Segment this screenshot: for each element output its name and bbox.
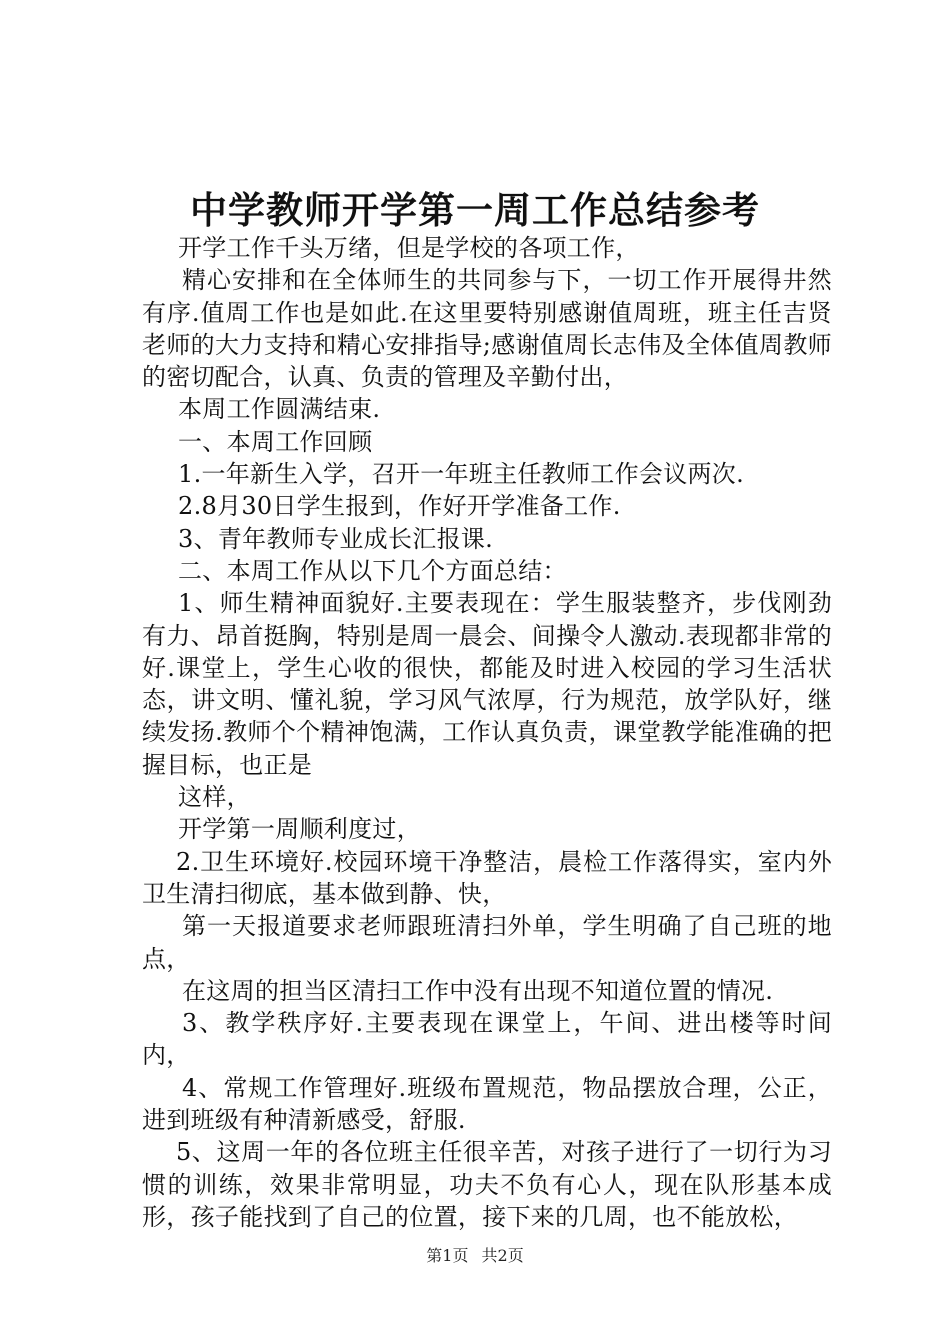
paragraph: 精心安排和在全体师生的共同参与下，一切工作开展得井然有序.值周工作也是如此.在这里要特别感谢值周班，班主任吉贤老师的大力支持和精心安排指导;感谢值周长志伟及全体值周教师的密切配合，认真、负责的管理及辛勤付出， — [142, 266, 832, 392]
list-item: 2.卫生环境好.校园环境干净整洁，晨检工作落得实，室内外卫生清扫彻底，基本做到静、快， — [142, 847, 832, 908]
page-footer — [0, 1244, 950, 1268]
paragraph: 开学第一周顺利度过， — [178, 815, 421, 844]
list-item: 4、常规工作管理好.班级布置规范，物品摆放合理，公正，进到班级有种清新感受，舒服. — [142, 1073, 832, 1135]
paragraph: 本周工作圆满结束. — [178, 395, 381, 424]
document-body — [142, 232, 832, 1233]
section-heading: 一、本周工作回顾 — [178, 427, 373, 456]
section-heading: 二、本周工作从以下几个方面总结： — [178, 556, 567, 585]
paragraph: 第一天报道要求老师跟班清扫外单，学生明确了自己班的地点， — [142, 912, 832, 973]
document-title: 中学教师开学第一周工作总结参考 — [190, 188, 760, 232]
paragraph: 这样， — [178, 783, 251, 812]
page-number: 第1页 — [426, 1246, 469, 1265]
list-item: 5、这周一年的各位班主任很辛苦，对孩子进行了一切行为习惯的训练，效果非常明显，功夫不负有心人，现在队形基本成形，孩子能找到了自己的位置，接下来的几周，也不能放松， — [142, 1138, 832, 1231]
list-item: 1、师生精神面貌好.主要表现在：学生服装整齐，步伐刚劲有力、昂首挺胸，特别是周一晨会、间操令人激动.表现都非常的好.课堂上，学生心收的很快，都能及时进入校园的学习生活状态，讲文明、懂礼貌，学习风气浓厚，行为规范，放学队好，继续发扬.教师个个精神饱满，工作认真负责，课堂教学能准确的把握目标，也正是 — [142, 589, 832, 779]
list-item: 2.8月30日学生报到，作好开学准备工作. — [178, 492, 621, 521]
paragraph: 开学工作千头万绪，但是学校的各项工作， — [178, 234, 640, 262]
list-item: 1.一年新生入学，召开一年班主任教师工作会议两次. — [178, 460, 745, 489]
list-item: 3、教学秩序好.主要表现在课堂上，午间、进出楼等时间内， — [142, 1009, 832, 1070]
paragraph: 在这周的担当区清扫工作中没有出现不知道位置的情况. — [182, 976, 774, 1005]
list-item: 3、青年教师专业成长汇报课. — [178, 524, 494, 553]
page-total: 共2页 — [481, 1246, 524, 1265]
